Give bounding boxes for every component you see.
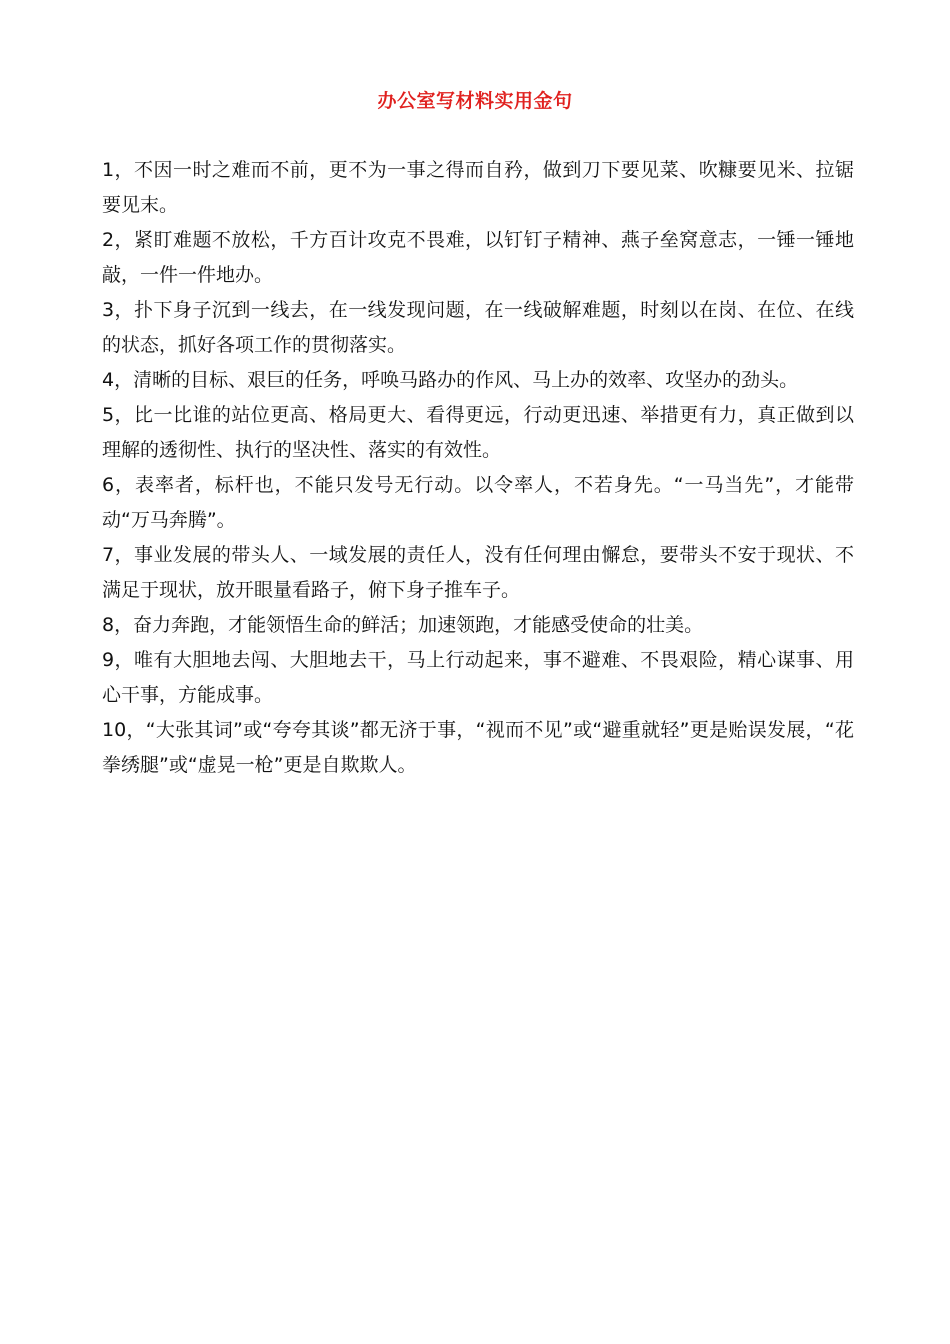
- paragraph-9: 9，唯有大胆地去闯、大胆地去干，马上行动起来，事不避难、不畏艰险，精心谋事、用心干事，方能成事。: [102, 649, 854, 706]
- paragraph-8: 8，奋力奔跑，才能领悟生命的鲜活；加速领跑，才能感受使命的壮美。: [102, 614, 704, 636]
- paragraph-5: 5，比一比谁的站位更高、格局更大、看得更远，行动更迅速、举措更有力，真正做到以理解的透彻性、执行的坚决性、落实的有效性。: [102, 404, 854, 461]
- document-body: [102, 153, 854, 783]
- paragraph-7: 7，事业发展的带头人、一域发展的责任人，没有任何理由懈怠，要带头不安于现状、不满足于现状，放开眼量看路子，俯下身子推车子。: [102, 544, 854, 601]
- paragraph-4: 4，清晰的目标、艰巨的任务，呼唤马路办的作风、马上办的效率、攻坚办的劲头。: [102, 369, 799, 391]
- paragraph-10: 10，“大张其词”或“夸夸其谈”都无济于事，“视而不见”或“避重就轻”更是贻误发展，“花拳绣腿”或“虚晃一枪”更是自欺欺人。: [102, 719, 854, 776]
- paragraph-2: 2，紧盯难题不放松，千方百计攻克不畏难，以钉钉子精神、燕子垒窝意志，一锤一锤地敲，一件一件地办。: [102, 229, 854, 286]
- paragraph-1: 1，不因一时之难而不前，更不为一事之得而自矜，做到刀下要见菜、吹糠要见米、拉锯要见末。: [102, 159, 854, 216]
- paragraph-3: 3，扑下身子沉到一线去，在一线发现问题，在一线破解难题，时刻以在岗、在位、在线的状态，抓好各项工作的贯彻落实。: [102, 299, 854, 356]
- paragraph-6: 6，表率者，标杆也，不能只发号无行动。以令率人，不若身先。“一马当先”，才能带动“万马奔腾”。: [102, 474, 854, 531]
- document-title: 办公室写材料实用金句: [377, 90, 573, 112]
